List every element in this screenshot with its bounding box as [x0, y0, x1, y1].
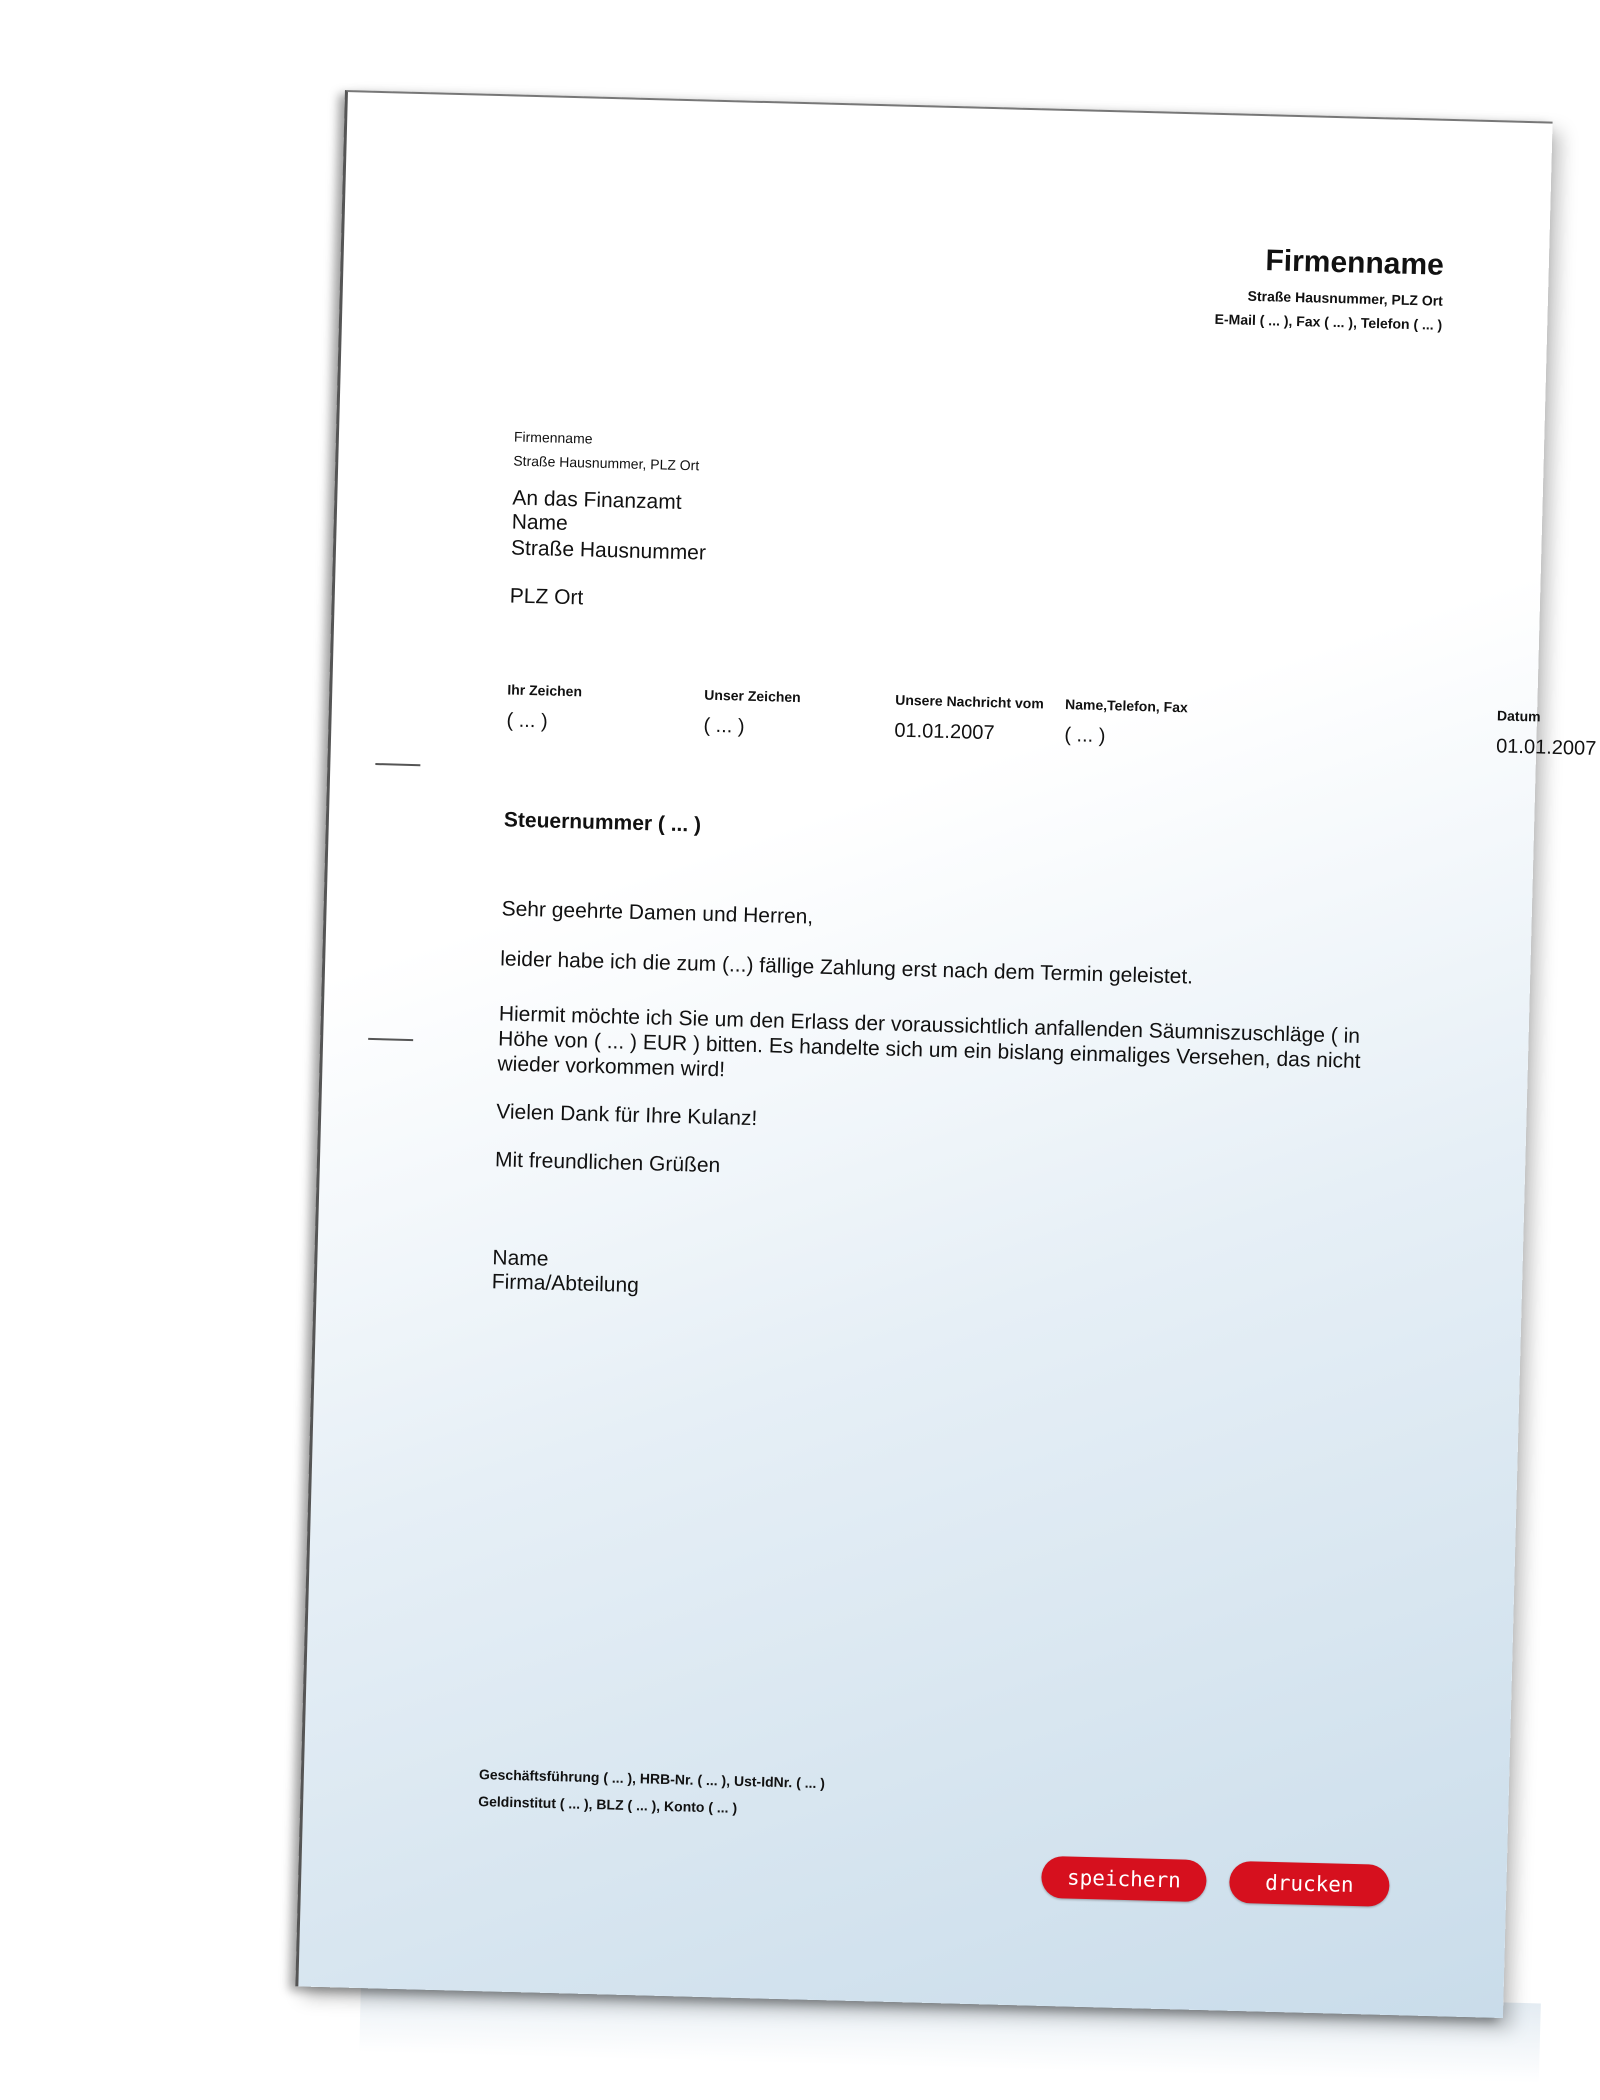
nachricht-value: 01.01.2007 [894, 719, 995, 745]
footer-line-2: Geldinstitut ( ... ), BLZ ( ... ), Konto ( ... ) [478, 1793, 738, 1816]
kontakt-value: ( ... ) [1064, 724, 1106, 748]
footer-line-1: Geschäftsführung ( ... ), HRB-Nr. ( ... ), Ust-IdNr. ( ... ) [478, 1766, 826, 1792]
fold-mark-middle [368, 1038, 413, 1041]
ihr-zeichen-label: Ihr Zeichen [507, 681, 583, 700]
sender-address: Straße Hausnummer, PLZ Ort [513, 452, 700, 474]
datum-label: Datum [1496, 707, 1541, 725]
recipient-line-2: Name [511, 510, 569, 535]
closing: Mit freundlichen Grüßen [494, 1148, 721, 1178]
body-paragraph-1: leider habe ich die zum (...) fällige Zahlung erst nach dem Termin geleistet. [500, 947, 1194, 989]
letterhead-contact: E-Mail ( ... ), Fax ( ... ), Telefon ( ... ) [1214, 310, 1443, 333]
salutation: Sehr geehrte Damen und Herren, [501, 897, 814, 929]
recipient-line-3: Straße Hausnummer [510, 536, 707, 565]
unser-zeichen-value: ( ... ) [703, 714, 745, 738]
body-paragraph-2: Hiermit möchte ich Sie um den Erlass der voraussichtlich anfallenden Säumniszuschläge ( in Höhe von ( ... ) EUR ) bitten. Es handelte sich um ein bislang einmaliges Versehen, das nicht wieder vorkommen wird! [497, 1002, 1361, 1082]
signature-department: Firma/Abteilung [491, 1270, 640, 1298]
unser-zeichen-label: Unser Zeichen [704, 686, 801, 706]
save-button[interactable]: speichern [1041, 1856, 1207, 1902]
datum-value: 01.01.2007 [1495, 735, 1597, 760]
letterhead-company-name: Firmenname [1265, 244, 1445, 282]
nachricht-label: Unsere Nachricht vom [895, 691, 1044, 712]
fold-mark-top [375, 763, 420, 766]
recipient-line-4: PLZ Ort [509, 584, 584, 610]
recipient-line-1: An das Finanzamt [512, 486, 682, 514]
kontakt-label: Name,Telefon, Fax [1064, 696, 1189, 716]
subject-line: Steuernummer ( ... ) [503, 808, 702, 837]
sender-name: Firmenname [513, 428, 593, 447]
body-paragraph-3: Vielen Dank für Ihre Kulanz! [496, 1100, 758, 1131]
signature-name: Name [492, 1246, 549, 1271]
document-page [295, 90, 1597, 2018]
print-button[interactable]: drucken [1229, 1861, 1390, 1907]
letterhead-address: Straße Hausnummer, PLZ Ort [1247, 287, 1444, 309]
ihr-zeichen-value: ( ... ) [506, 709, 548, 733]
